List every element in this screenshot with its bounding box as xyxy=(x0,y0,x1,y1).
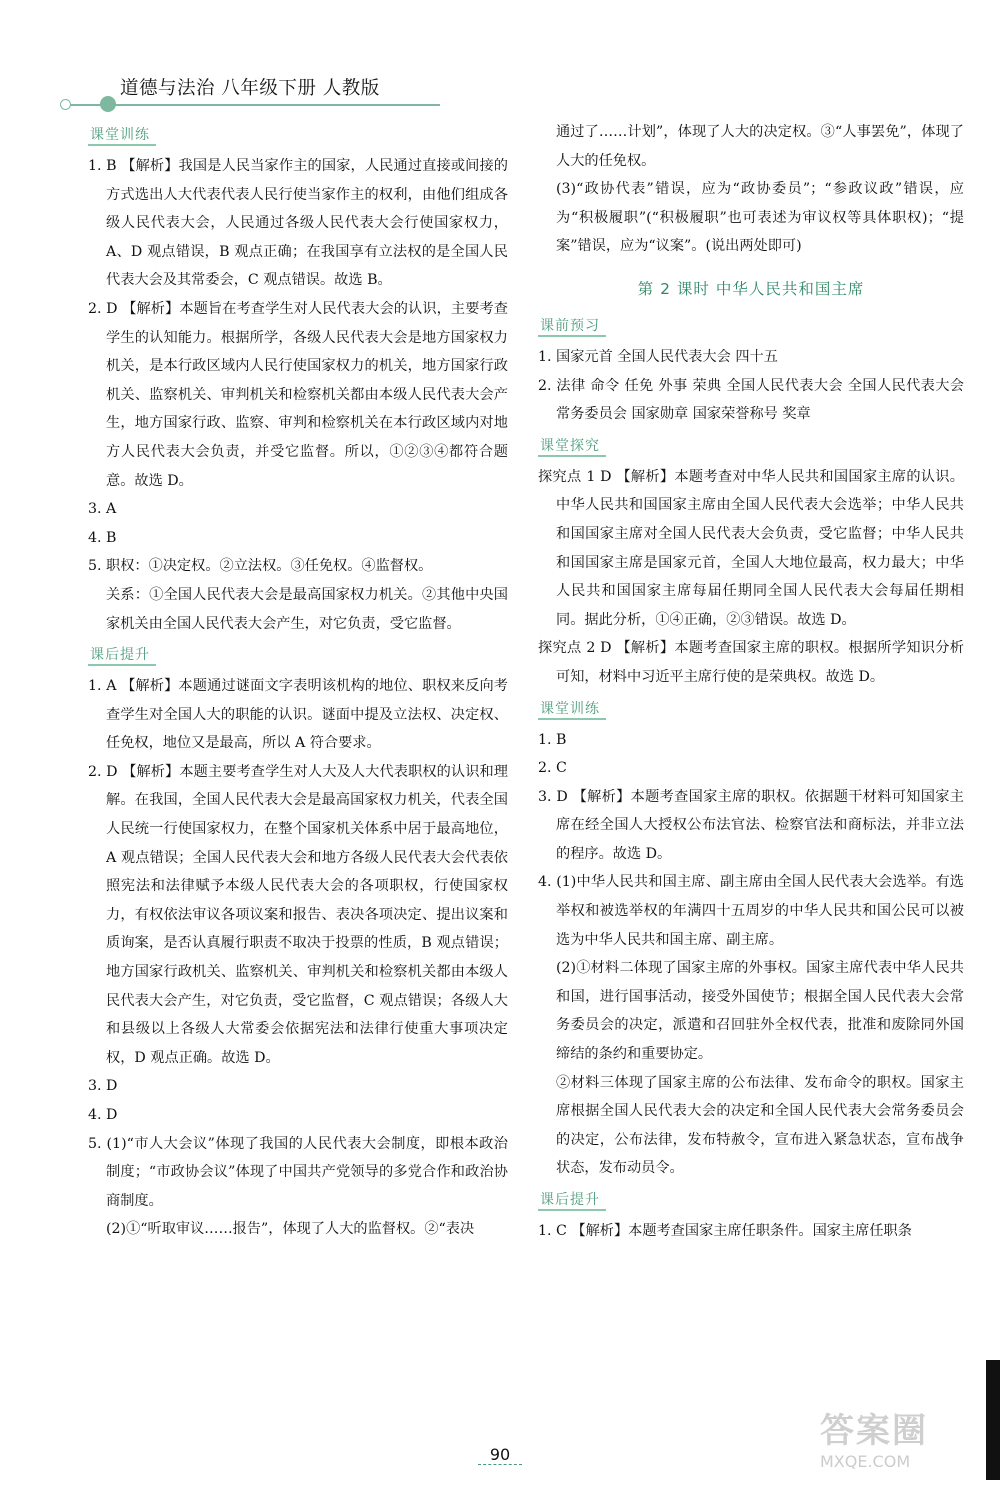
answer-paragraph: (3)“政协代表”错误，应为“政协委员”；“参政议政”错误，应为“积极履职”(“积极履职”也可表述为审议权等具体职权)；“提案”错误，应为“议案”。(说出两处即可) xyxy=(556,181,964,255)
header-rule xyxy=(70,104,440,106)
answer-item: 4. (1)中华人民共和国主席、副主席由全国人民代表大会选举。有选举权和被选举权的年满四十五周岁的中华人民共和国公民可以被选为中华人民共和国主席、副主席。 xyxy=(538,874,964,948)
lesson-title: 第 2 课时 中华人民共和国主席 xyxy=(637,279,865,298)
section-heading: 课堂训练 xyxy=(88,124,156,146)
page-header xyxy=(60,66,440,116)
answer-item: 1. C 【解析】本题考查国家主席任职条件。国家主席任职条 xyxy=(538,1223,912,1239)
section-heading: 课前预习 xyxy=(538,315,606,337)
answer-item: 5. 职权：①决定权。②立法权。③任免权。④监督权。 xyxy=(88,558,433,575)
answer-paragraph: 通过了……计划”，体现了人大的决定权。③“人事罢免”，体现了人大的任免权。 xyxy=(556,124,964,169)
section-heading: 课堂探究 xyxy=(538,435,606,457)
answer-item: 探究点 1 D 【解析】本题考查对中华人民共和国国家主席的认识。中华人民共和国国家主席由全国人民代表大会选举；中华人民共和国国家主席对全国人民代表大会负责，受它监督；中华人民共和国国家主席是国家元首，全国人大地位最高，权力最大；中华人民共和国国家主席每届任期同全国人民代表大会每届任期相同。据此分析，①④正确，②③错误。故选 D。 xyxy=(538,468,964,628)
answer-item: 1. A 【解析】本题通过谜面文字表明该机构的地位、职权来反向考查学生对全国人大的职能的认识。谜面中提及立法权、决定权、任免权，地位又是最高，所以 A 符合要求。 xyxy=(88,678,508,752)
answer-item: 4. D xyxy=(88,1107,118,1123)
answer-item: 1. B 【解析】我国是人民当家作主的国家，人民通过直接或间接的方式选出人大代表代表人民行使当家作主的权利，由他们组成各级人民代表大会，人民通过各级人民代表大会行使国家权力，A、D 观点错误，B 观点正确；在我国享有立法权的是全国人民代表大会及其常委会，C 观点错误。故选 B。 xyxy=(88,158,508,289)
answer-item: 5. (1)“市人大会议”体现了我国的人民代表大会制度，即根本政治制度；“市政协会议”体现了中国共产党领导的多党合作和政治协商制度。 xyxy=(88,1135,508,1209)
answer-paragraph: 关系：①全国人民代表大会是最高国家权力机关。②其他中央国家机关由全国人民代表大会产生，对它负责，受它监督。 xyxy=(106,586,508,632)
answer-paragraph: (2)①材料二体现了国家主席的外事权。国家主席代表中华人民共和国，进行国事活动，接受外国使节；根据全国人民代表大会常务委员会的决定，派遣和召回驻外全权代表，批准和废除同外国缔结的条约和重要协定。 xyxy=(556,960,964,1063)
right-column xyxy=(538,118,964,1246)
answer-item: 3. D xyxy=(88,1078,118,1095)
book-title: 道德与法治 八年级下册 人教版 xyxy=(120,78,380,99)
answer-item: 2. D 【解析】本题主要考查学生对人大及人大代表职权的认识和理解。在我国，全国人民代表大会是最高国家权力机关，代表全国人民统一行使国家权力，在整个国家机关体系中居于最高地位，A 观点错误；全国人民代表大会和地方各级人民代表大会代表依照宪法和法律赋予本级人民代表大会的各项职权，行使国家权力，有权依法审议各项议案和报告、表决各项决定、提出议案和质询案，是否认真履行职责不取决于投票的性质，B 观点错误；地方国家行政机关、监察机关、审判机关和检察机关都由本级人民代表大会产生，对它负责，受它监督，C 观点错误；各级人大和县级以上各级人大常委会依据宪法和法律行使重大事项决定权，D 观点正确。故选 D。 xyxy=(88,763,508,1066)
section-heading: 课堂训练 xyxy=(538,698,606,720)
header-ornament xyxy=(60,99,71,110)
answer-paragraph: ②材料三体现了国家主席的公布法律、发布命令的职权。国家主席根据全国人民代表大会的决定和全国人民代表大会常务委员会的决定，公布法律，发布特赦令，宣布进入紧急状态，宣布战争状态，发布动员令。 xyxy=(556,1074,964,1177)
answer-item: 1. B xyxy=(538,731,567,748)
answer-item: 1. 国家元首 全国人民代表大会 四十五 xyxy=(538,348,778,365)
watermark-url: MXQE.COM xyxy=(820,1452,911,1471)
section-heading: 课后提升 xyxy=(538,1189,606,1211)
section-heading: 课后提升 xyxy=(88,644,156,666)
answer-item: 2. 法律 命令 任免 外事 荣典 全国人民代表大会 全国人民代表大会常务委员会 国家勋章 国家荣誉称号 奖章 xyxy=(538,377,964,423)
page-number-text: 90 xyxy=(478,1445,522,1465)
watermark-logo xyxy=(820,1410,995,1485)
answer-item: 4. B xyxy=(88,529,117,546)
answer-item: 3. D 【解析】本题考查国家主席的职权。依据题干材料可知国家主席在经全国人大授权公布法官法、检察官法和商标法，并非立法的程序。故选 D。 xyxy=(538,788,964,862)
watermark-text: 答案圈 xyxy=(820,1411,928,1451)
header-ornament xyxy=(100,96,116,112)
answer-item: 探究点 2 D 【解析】本题考查国家主席的职权。根据所学知识分析可知，材料中习近平主席行使的是荣典权。故选 D。 xyxy=(538,640,964,685)
answer-paragraph: (2)①“听取审议……报告”，体现了人大的监督权。②“表决 xyxy=(106,1221,475,1238)
answer-item: 3. A xyxy=(88,501,117,518)
answer-item: 2. D 【解析】本题旨在考查学生对人民代表大会的认识，主要考查学生的认知能力。根据所学，各级人民代表大会是地方国家权力机关，是本行政区域内人民行使国家权力的机关，地方国家行政机关、监察机关、审判机关和检察机关都由本级人民代表大会产生，地方国家行政、监察、审判和检察机关在本行政区域内对地方人民代表大会负责，并受它监督。所以，①②③④都符合题意。故选 D。 xyxy=(88,300,508,489)
left-column xyxy=(88,118,508,1244)
answer-item: 2. C xyxy=(538,760,567,777)
